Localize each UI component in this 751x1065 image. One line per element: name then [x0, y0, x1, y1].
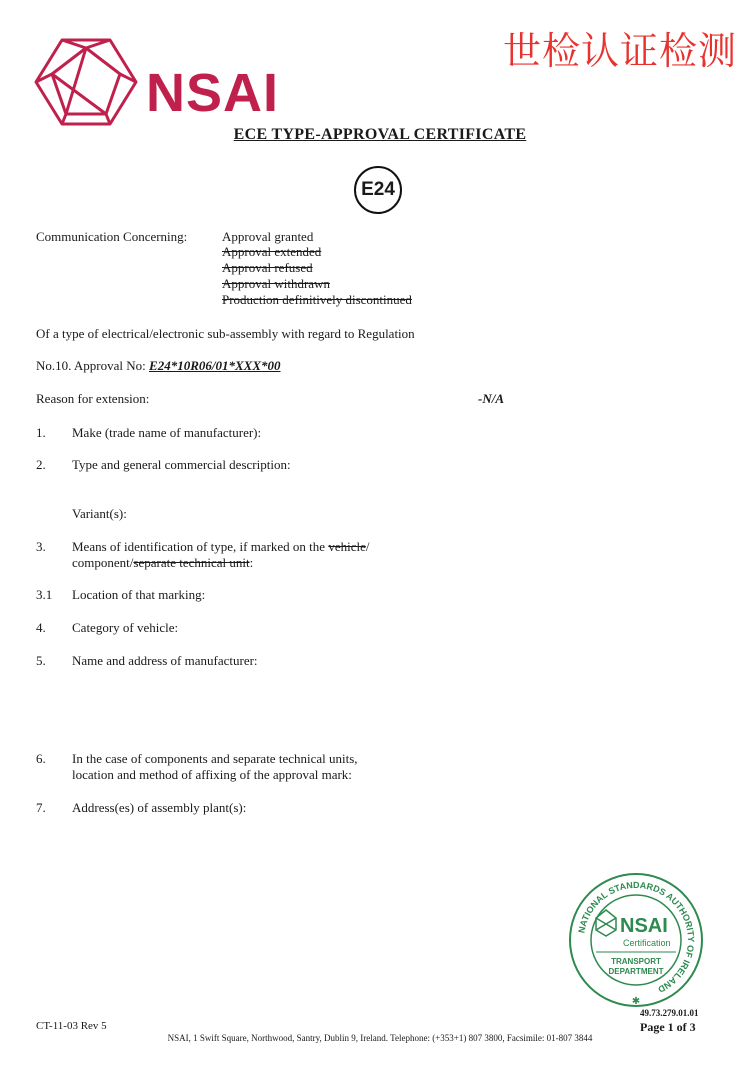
item-7-text: Address(es) of assembly plant(s): — [72, 800, 247, 815]
communication-label: Communication Concerning: — [36, 229, 188, 244]
item-6-line1: In the case of components and separate technical units, — [72, 751, 358, 766]
seal-brand: NSAI — [620, 915, 668, 937]
e24-mark — [354, 166, 402, 214]
seal-ring-text: NATIONAL STANDARDS AUTHORITY OF IRELAND — [576, 879, 697, 995]
item-2-text: Type and general commercial description: — [72, 457, 291, 472]
item-3-part1: Means of identification of type, if marked on the — [72, 539, 329, 554]
nsai-certification-seal — [566, 870, 706, 1010]
certificate-title: ECE TYPE-APPROVAL CERTIFICATE — [233, 126, 527, 143]
item-4-text: Category of vehicle: — [72, 620, 179, 635]
item-6-number: 6. — [36, 751, 46, 766]
item-1-number: 1. — [36, 425, 46, 440]
approval-number: E24*10R06/01*XXX*00 — [149, 358, 281, 373]
item-3-line1 — [72, 539, 369, 555]
form-code: CT-11-03 Rev 5 — [36, 1020, 107, 1032]
item-3-struck-vehicle: vehicle — [328, 539, 366, 554]
variant-label: Variant(s): — [72, 506, 127, 521]
item-3-component: component/ — [72, 555, 134, 570]
item-3-line2 — [72, 555, 253, 571]
type-description-line: Of a type of electrical/electronic sub-assembly with regard to Regulation — [36, 326, 415, 341]
footer-address: NSAI, 1 Swift Square, Northwood, Santry, Dublin 9, Ireland. Telephone: (+353+1) 807 3800, Facsimile: 01-807 3844 — [167, 1033, 593, 1043]
seal-dept2: DEPARTMENT — [608, 967, 664, 976]
item-3-colon: : — [249, 555, 254, 570]
option-approval-withdrawn: Approval withdrawn — [222, 276, 330, 291]
item-7-number: 7. — [36, 800, 46, 815]
item-4-number: 4. — [36, 620, 46, 635]
nsai-hexagon-logo-icon — [32, 34, 140, 130]
reason-value: -N/A — [478, 391, 504, 406]
item-3-1-number: 3.1 — [36, 587, 53, 602]
option-approval-extended: Approval extended — [222, 244, 322, 259]
seal-dept1: TRANSPORT — [611, 957, 661, 966]
seal-reference: 49.73.279.01.01 — [640, 1008, 699, 1018]
item-3-1-text: Location of that marking: — [72, 587, 206, 602]
logo-wordmark: NSAI — [146, 63, 280, 123]
item-3-part2: / — [365, 539, 370, 554]
option-approval-refused: Approval refused — [222, 260, 313, 275]
reason-label: Reason for extension: — [36, 391, 150, 406]
seal-sub: Certification — [623, 938, 671, 948]
e24-mark-text: E24 — [361, 179, 395, 200]
svg-text:✱: ✱ — [631, 996, 641, 1007]
item-6-line2: location and method of affixing of the approval mark: — [72, 767, 352, 782]
item-3-struck-unit: separate technical unit — [133, 555, 250, 570]
item-5-text: Name and address of manufacturer: — [72, 653, 258, 668]
item-5-number: 5. — [36, 653, 46, 668]
option-production-discontinued: Production definitively discontinued — [222, 292, 412, 307]
approval-prefix: No.10. Approval No: — [36, 358, 146, 373]
item-1-text: Make (trade name of manufacturer): — [72, 425, 262, 440]
item-3-number: 3. — [36, 539, 46, 554]
approval-line — [36, 358, 281, 374]
option-approval-granted: Approval granted — [222, 229, 314, 244]
watermark-text: 世检认证检测 — [502, 29, 737, 73]
item-2-number: 2. — [36, 457, 46, 472]
page-indicator: Page 1 of 3 — [640, 1020, 696, 1034]
